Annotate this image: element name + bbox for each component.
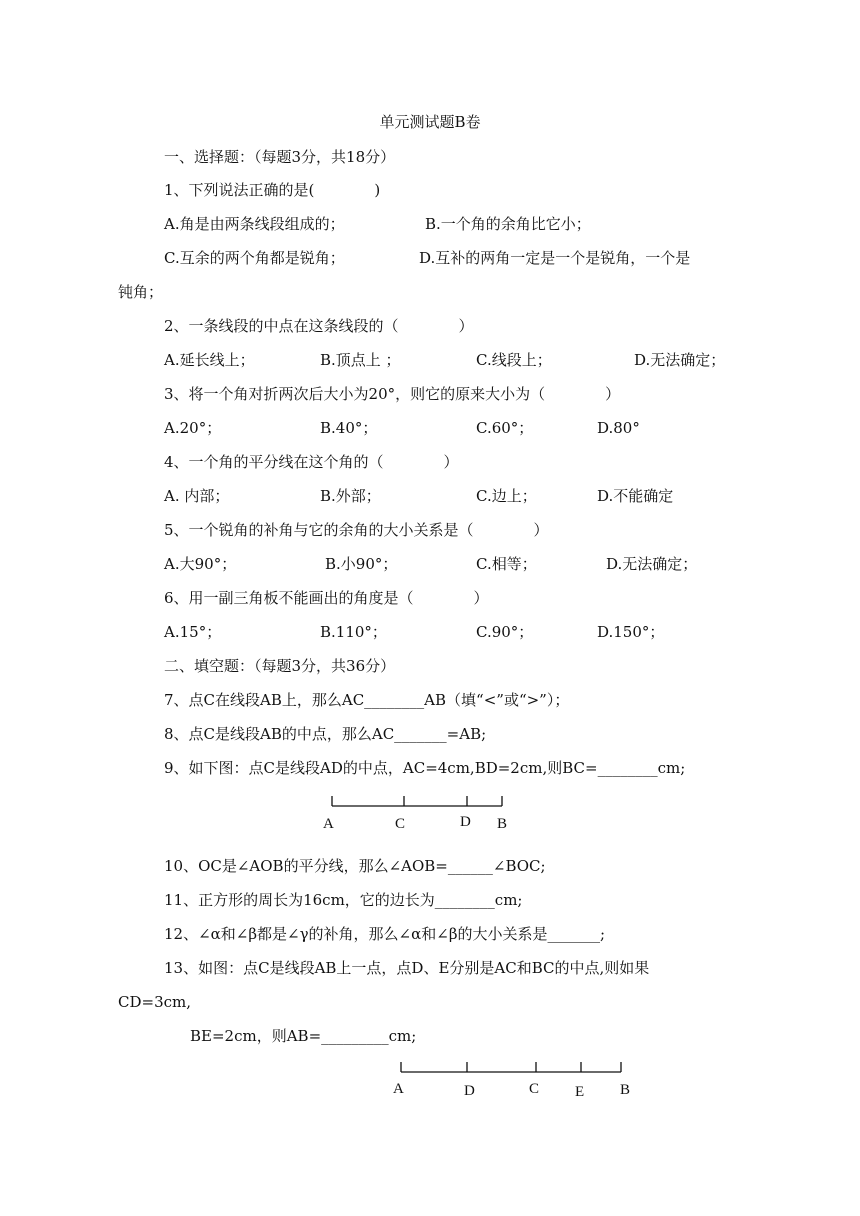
question-1-option-b: B.一个角的余角比它小； bbox=[425, 215, 591, 233]
question-2-option-d: D.无法确定； bbox=[634, 351, 726, 369]
question-1-option-d: D.互补的两角一定是一个是锐角，一个是 bbox=[419, 249, 691, 267]
label-c: C bbox=[529, 1081, 540, 1097]
question-13-line-1: 13、如图：点C是线段AB上一点，点D、E分别是AC和BC的中点,则如果 bbox=[164, 959, 650, 977]
label-a: A bbox=[393, 1081, 404, 1097]
question-2-stem: 2、一条线段的中点在这条线段的（ ） bbox=[164, 317, 474, 335]
question-6-option-c: C.90°； bbox=[476, 623, 534, 641]
question-8: 8、点C是线段AB的中点，那么AC_______=AB; bbox=[164, 725, 487, 743]
question-1-option-a: A.角是由两条线段组成的； bbox=[164, 215, 345, 233]
question-7: 7、点C在线段AB上，那么AC________AB（填“<”或“>”）； bbox=[164, 691, 570, 709]
question-3-option-a: A.20°； bbox=[164, 419, 222, 437]
question-6-option-b: B.110°； bbox=[320, 623, 387, 641]
question-6-option-a: A.15°； bbox=[164, 623, 222, 641]
question-10: 10、OC是∠AOB的平分线，那么∠AOB=______∠BOC; bbox=[164, 857, 546, 875]
question-1-option-d-continued: 钝角； bbox=[118, 283, 164, 301]
section-heading-fill: 二、填空题：（每题3分，共36分） bbox=[164, 657, 396, 675]
question-13-line-2: CD=3cm, bbox=[118, 993, 192, 1011]
question-3-stem: 3、将一个角对折两次后大小为20°，则它的原来大小为（ ） bbox=[164, 385, 621, 403]
question-4-option-d: D.不能确定 bbox=[597, 487, 674, 505]
question-4-stem: 4、一个角的平分线在这个角的（ ） bbox=[164, 453, 459, 471]
question-5-option-d: D.无法确定； bbox=[606, 555, 698, 573]
question-5-stem: 5、一个锐角的补角与它的余角的大小关系是（ ） bbox=[164, 521, 549, 539]
question-2-option-c: C.线段上； bbox=[476, 351, 552, 369]
question-2-option-b: B.顶点上 ； bbox=[320, 351, 401, 369]
question-3-option-b: B.40°； bbox=[320, 419, 378, 437]
question-5-option-c: C.相等； bbox=[476, 555, 537, 573]
question-1-option-c: C.互余的两个角都是锐角； bbox=[164, 249, 345, 267]
question-5-option-b: B.小90°； bbox=[325, 555, 398, 573]
question-3-option-c: C.60°； bbox=[476, 419, 534, 437]
page-title: 单元测试题B卷 bbox=[379, 113, 481, 131]
label-b: B bbox=[620, 1082, 631, 1098]
label-c: C bbox=[395, 816, 406, 832]
question-12: 12、∠α和∠β都是∠γ的补角，那么∠α和∠β的大小关系是_______; bbox=[164, 925, 606, 943]
question-6-option-d: D.150°； bbox=[597, 623, 665, 641]
question-6-stem: 6、用一副三角板不能画出的角度是（ ） bbox=[164, 589, 489, 607]
question-9: 9、如下图：点C是线段AD的中点，AC=4cm,BD=2cm,则BC=________cm; bbox=[164, 759, 686, 777]
question-1-stem: 1、下列说法正确的是( ) bbox=[164, 181, 381, 199]
question-3-option-d: D.80° bbox=[597, 419, 640, 437]
question-11: 11、正方形的周长为16cm，它的边长为________cm; bbox=[164, 891, 523, 909]
question-2-option-a: A.延长线上； bbox=[164, 351, 255, 369]
question-4-option-b: B.外部； bbox=[320, 487, 381, 505]
label-b: B bbox=[497, 816, 508, 832]
question-13-line-3: BE=2cm，则AB=_________cm; bbox=[190, 1027, 417, 1045]
segment-figure-q13 bbox=[395, 1058, 630, 1078]
question-4-option-a: A. 内部； bbox=[164, 487, 230, 505]
label-e: E bbox=[575, 1084, 585, 1100]
label-d: D bbox=[464, 1083, 475, 1099]
segment-figure-q9 bbox=[325, 792, 510, 812]
question-4-option-c: C.边上； bbox=[476, 487, 537, 505]
section-heading-choice: 一、选择题：（每题3分，共18分） bbox=[164, 148, 396, 166]
label-a: A bbox=[323, 816, 334, 832]
question-5-option-a: A.大90°； bbox=[164, 555, 237, 573]
label-d: D bbox=[460, 814, 471, 830]
